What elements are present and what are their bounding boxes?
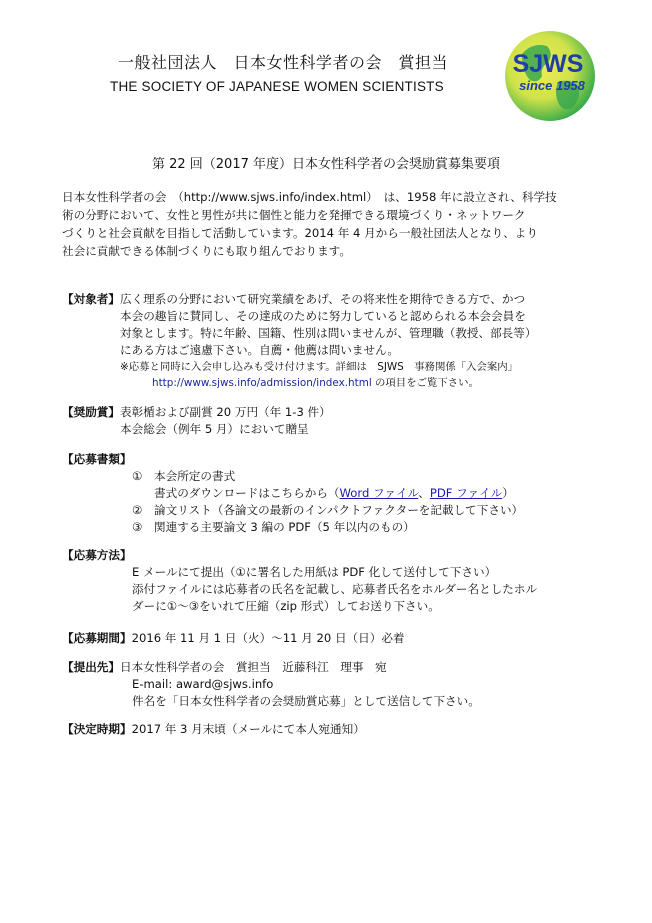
- award-line: 表彰楯および副賞 20 万円（年 1-3 件）: [119, 405, 331, 419]
- org-name-english: THE SOCIETY OF JAPANESE WOMEN SCIENTISTS: [110, 79, 444, 94]
- section-award: [62, 404, 331, 438]
- section-label: 【応募期間】: [62, 631, 132, 645]
- section-label: 【対象者】: [62, 292, 120, 306]
- pdf-file-link[interactable]: PDF ファイル: [429, 486, 503, 500]
- word-file-link[interactable]: Word ファイル: [339, 486, 419, 500]
- intro-line: づくりと社会貢献を目指して活動しています。2014 年 4 月から一般社団法人となり、より: [62, 226, 538, 240]
- item-number: ①: [132, 469, 143, 483]
- intro-line: 日本女性科学者の会 （http://www.sjws.info/index.html） は、1958 年に設立され、科学技: [62, 190, 557, 204]
- intro-line: 社会に貢献できる体制づくりにも取り組んでおります。: [62, 244, 351, 258]
- target-line: にある方はご遠慮下さい。自薦・他薦は問いません。: [120, 343, 399, 357]
- document-item: [62, 468, 523, 485]
- sjws-logo: [492, 24, 608, 124]
- document-item: [62, 502, 523, 519]
- intro-paragraph: [62, 188, 602, 260]
- award-line: 本会総会（例年 5 月）において贈呈: [120, 422, 309, 436]
- target-line: 対象とします。特に年齢、国籍、性別は問いませんが、管理職（教授、部長等）: [120, 326, 537, 340]
- download-line: [62, 485, 523, 502]
- section-label: 【提出先】: [62, 660, 120, 674]
- target-line: 広く理系の分野において研究業績をあげ、その将来性を期待できる方で、かつ: [119, 292, 526, 306]
- intro-line: 術の分野において、女性と男性が共に個性と能力を発揮できる環境づくり・ネットワーク: [62, 208, 526, 222]
- logo-since-text: since 1958: [519, 78, 585, 93]
- membership-note: ※応募と同時に入会申し込みも受け付けます。詳細は SJWS 事務関係「入会案内」: [120, 361, 519, 373]
- logo-text: SJWS: [512, 50, 584, 78]
- membership-note-link-line: [62, 375, 536, 391]
- document-item-text: 本会所定の書式: [154, 469, 236, 483]
- method-line: 添付ファイルには応募者の氏名を記載し、応募者氏名をホルダー名としたホル: [132, 582, 538, 596]
- submit-line: 日本女性科学者の会 賞担当 近藤科江 理事 宛: [119, 660, 387, 674]
- section-method: [62, 547, 537, 615]
- item-number: ②: [132, 503, 143, 517]
- membership-note-rest: の項目をご覧下さい。: [375, 377, 479, 389]
- admission-url[interactable]: http://www.sjws.info/admission/index.html: [152, 377, 372, 389]
- org-name-japanese: 一般社団法人 日本女性科学者の会 賞担当: [118, 53, 449, 72]
- link-separator: 、: [418, 486, 430, 500]
- section-target: [62, 291, 536, 391]
- section-label: 【決定時期】: [62, 722, 132, 736]
- section-label: 【奨励賞】: [62, 405, 120, 419]
- period-value: 2016 年 11 月 1 日（火）～11 月 20 日（日）必着: [131, 631, 405, 645]
- decision-value: 2017 年 3 月末頃（メールにて本人宛通知）: [131, 722, 365, 736]
- section-label: 【応募方法】: [62, 548, 132, 562]
- submit-line: 件名を「日本女性科学者の会奨励賞応募」として送信して下さい。: [132, 694, 480, 708]
- section-documents: [62, 451, 523, 536]
- method-line: ダーに①～③をいれて圧縮（zip 形式）してお送り下さい。: [132, 599, 440, 613]
- target-line: 本会の趣旨に賛同し、その達成のために努力していると認められる本会会員を: [120, 309, 526, 323]
- download-suffix: ）: [502, 486, 514, 500]
- item-number: ③: [132, 520, 143, 534]
- document-item-text: 関連する主要論文 3 編の PDF（5 年以内のもの）: [154, 520, 415, 534]
- section-period: [62, 630, 405, 647]
- document-item-text: 論文リスト（各論文の最新のインパクトファクターを記載して下さい）: [154, 503, 524, 517]
- download-prefix: 書式のダウンロードはこちらから（: [154, 486, 340, 500]
- method-line: E メールにて提出（①に署名した用紙は PDF 化して送付して下さい）: [132, 565, 497, 579]
- section-submit: [62, 659, 480, 710]
- section-decision: [62, 721, 365, 738]
- submit-email[interactable]: E-mail: award@sjws.info: [132, 677, 274, 691]
- page-title: 第 22 回（2017 年度）日本女性科学者の会奨励賞募集要項: [151, 157, 501, 172]
- section-label: 【応募書類】: [62, 452, 132, 466]
- document-item: [62, 519, 523, 536]
